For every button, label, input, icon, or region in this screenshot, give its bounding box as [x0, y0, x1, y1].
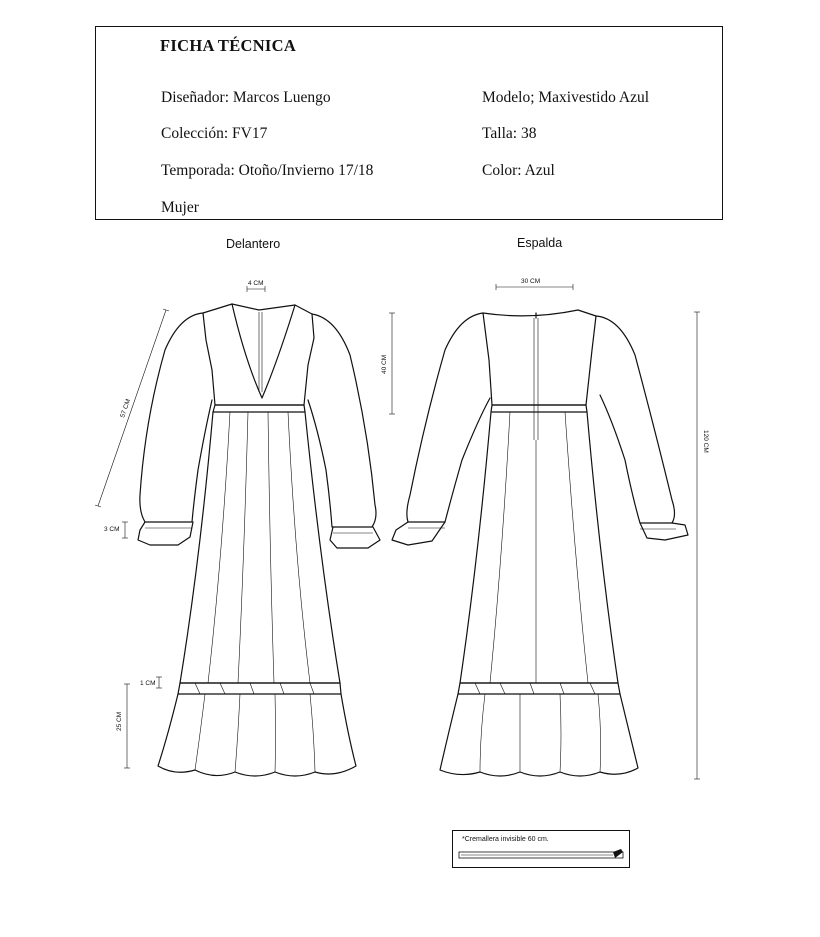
- gender-field: Mujer: [161, 199, 199, 216]
- dim-label-bodice: 40 CM: [381, 354, 388, 374]
- dimension-total-length: [694, 312, 709, 779]
- dim-label-cuff: 3 CM: [104, 526, 120, 533]
- color-field: Color: Azul: [482, 162, 555, 179]
- dimension-ruffle-band: [140, 677, 162, 688]
- dimension-neck-back: [496, 278, 573, 290]
- dim-label-neck-back: 30 CM: [521, 278, 541, 285]
- sheet-title: FICHA TÉCNICA: [160, 36, 297, 55]
- front-view-label: Delantero: [226, 237, 281, 251]
- back-dress-drawing: [392, 310, 688, 776]
- dimension-bodice: [381, 313, 395, 414]
- back-view-label: Espalda: [517, 236, 563, 250]
- dim-label-sleeve: 57 CM: [119, 398, 133, 419]
- dimension-sleeve: [95, 309, 169, 507]
- zipper-icon: [453, 831, 631, 869]
- model-field: Modelo; Maxivestido Azul: [482, 89, 650, 106]
- dimension-neck-front: [247, 280, 265, 292]
- dim-label-total-length: 120 CM: [702, 430, 709, 453]
- zipper-note-box: [452, 830, 630, 868]
- season-field: Temporada: Otoño/Invierno 17/18: [161, 162, 374, 179]
- dim-label-flounce: 25 CM: [116, 711, 123, 731]
- dimension-flounce: [116, 684, 130, 768]
- size-field: Talla: 38: [482, 125, 537, 142]
- zipper-note: *Cremallera invisible 60 cm.: [462, 836, 549, 843]
- front-dress-drawing: [138, 304, 380, 776]
- dim-label-neck-front: 4 CM: [248, 280, 264, 287]
- designer-field: Diseñador: Marcos Luengo: [161, 89, 331, 106]
- collection-field: Colección: FV17: [161, 125, 268, 142]
- dim-label-ruffle-band: 1 CM: [140, 680, 156, 687]
- dimension-cuff: [104, 522, 128, 538]
